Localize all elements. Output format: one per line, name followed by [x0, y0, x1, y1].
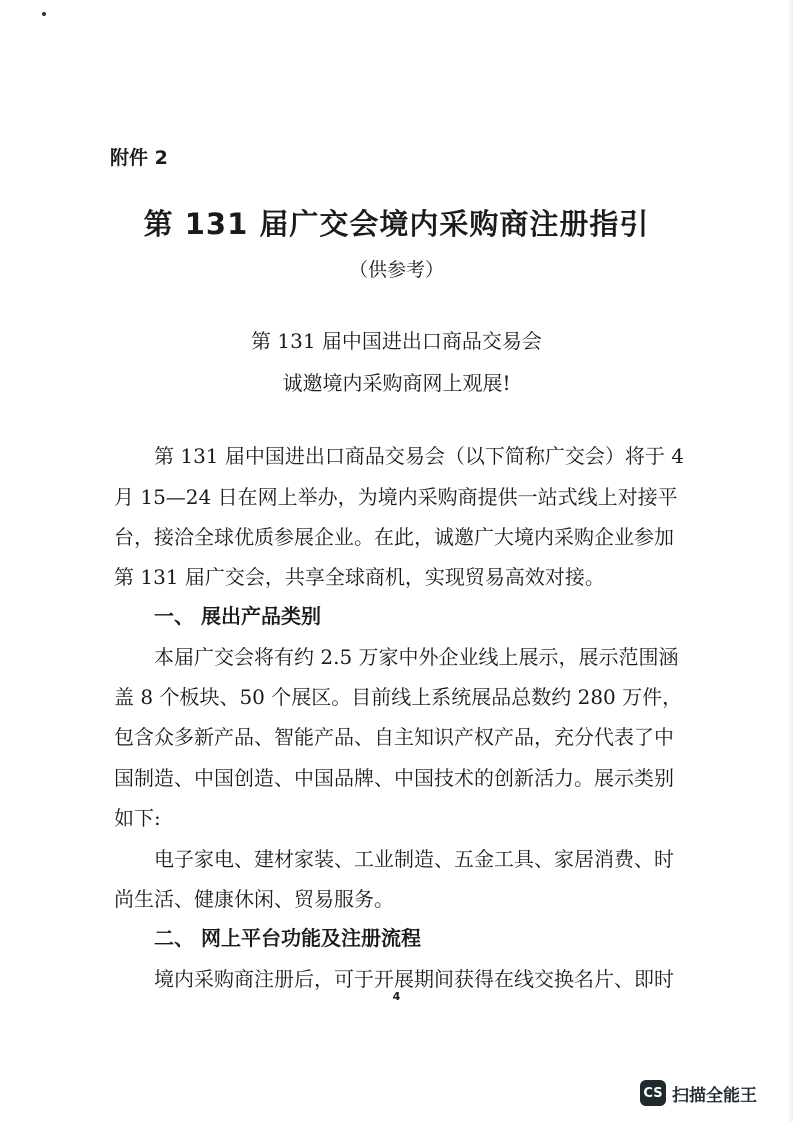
invitation-line-2: 诚邀境内采购商网上观展! — [282, 371, 511, 395]
attachment-label: 附件 2 — [110, 147, 168, 169]
scan-speck — [42, 12, 46, 16]
watermark-text: 扫描全能王 — [672, 1085, 757, 1106]
categories-line-2: 尚生活、健康休闲、贸易服务。 — [114, 887, 394, 911]
section2-line-1: 境内采购商注册后，可于开展期间获得在线交换名片、即时 — [154, 967, 674, 991]
intro-line-3: 台，接洽全球优质参展企业。在此，诚邀广大境内采购企业参加 — [114, 525, 674, 549]
section1-heading: 一、 展出产品类别 — [154, 604, 321, 628]
camscanner-logo-icon: CS — [640, 1080, 666, 1106]
section1-line-5: 如下: — [114, 806, 161, 830]
page-number: 4 — [392, 990, 401, 1003]
section1-line-1: 本届广交会将有约 2.5 万家中外企业线上展示，展示范围涵 — [154, 645, 679, 669]
scanner-watermark — [640, 1080, 757, 1106]
section1-line-3: 包含众多新产品、智能产品、自主知识产权产品，充分代表了中 — [114, 725, 674, 749]
section2-heading: 二、 网上平台功能及注册流程 — [154, 926, 421, 950]
intro-line-2: 月 15—24 日在网上举办，为境内采购商提供一站式线上对接平 — [114, 485, 678, 509]
section1-line-4: 国制造、中国创造、中国品牌、中国技术的创新活力。展示类别 — [114, 766, 674, 790]
categories-line-1: 电子家电、建材家装、工业制造、五金工具、家居消费、时 — [154, 847, 674, 871]
intro-line-1: 第 131 届中国进出口商品交易会（以下简称广交会）将于 4 — [154, 444, 684, 468]
document-subtitle: （供参考） — [348, 259, 444, 281]
invitation-line-1: 第 131 届中国进出口商品交易会 — [251, 329, 542, 353]
section1-line-2: 盖 8 个板块、50 个展区。目前线上系统展品总数约 280 万件， — [114, 685, 683, 709]
intro-line-4: 第 131 届广交会，共享全球商机，实现贸易高效对接。 — [114, 565, 605, 589]
scan-edge-shadow — [787, 0, 793, 1122]
document-title: 第 131 届广交会境内采购商注册指引 — [143, 207, 650, 241]
